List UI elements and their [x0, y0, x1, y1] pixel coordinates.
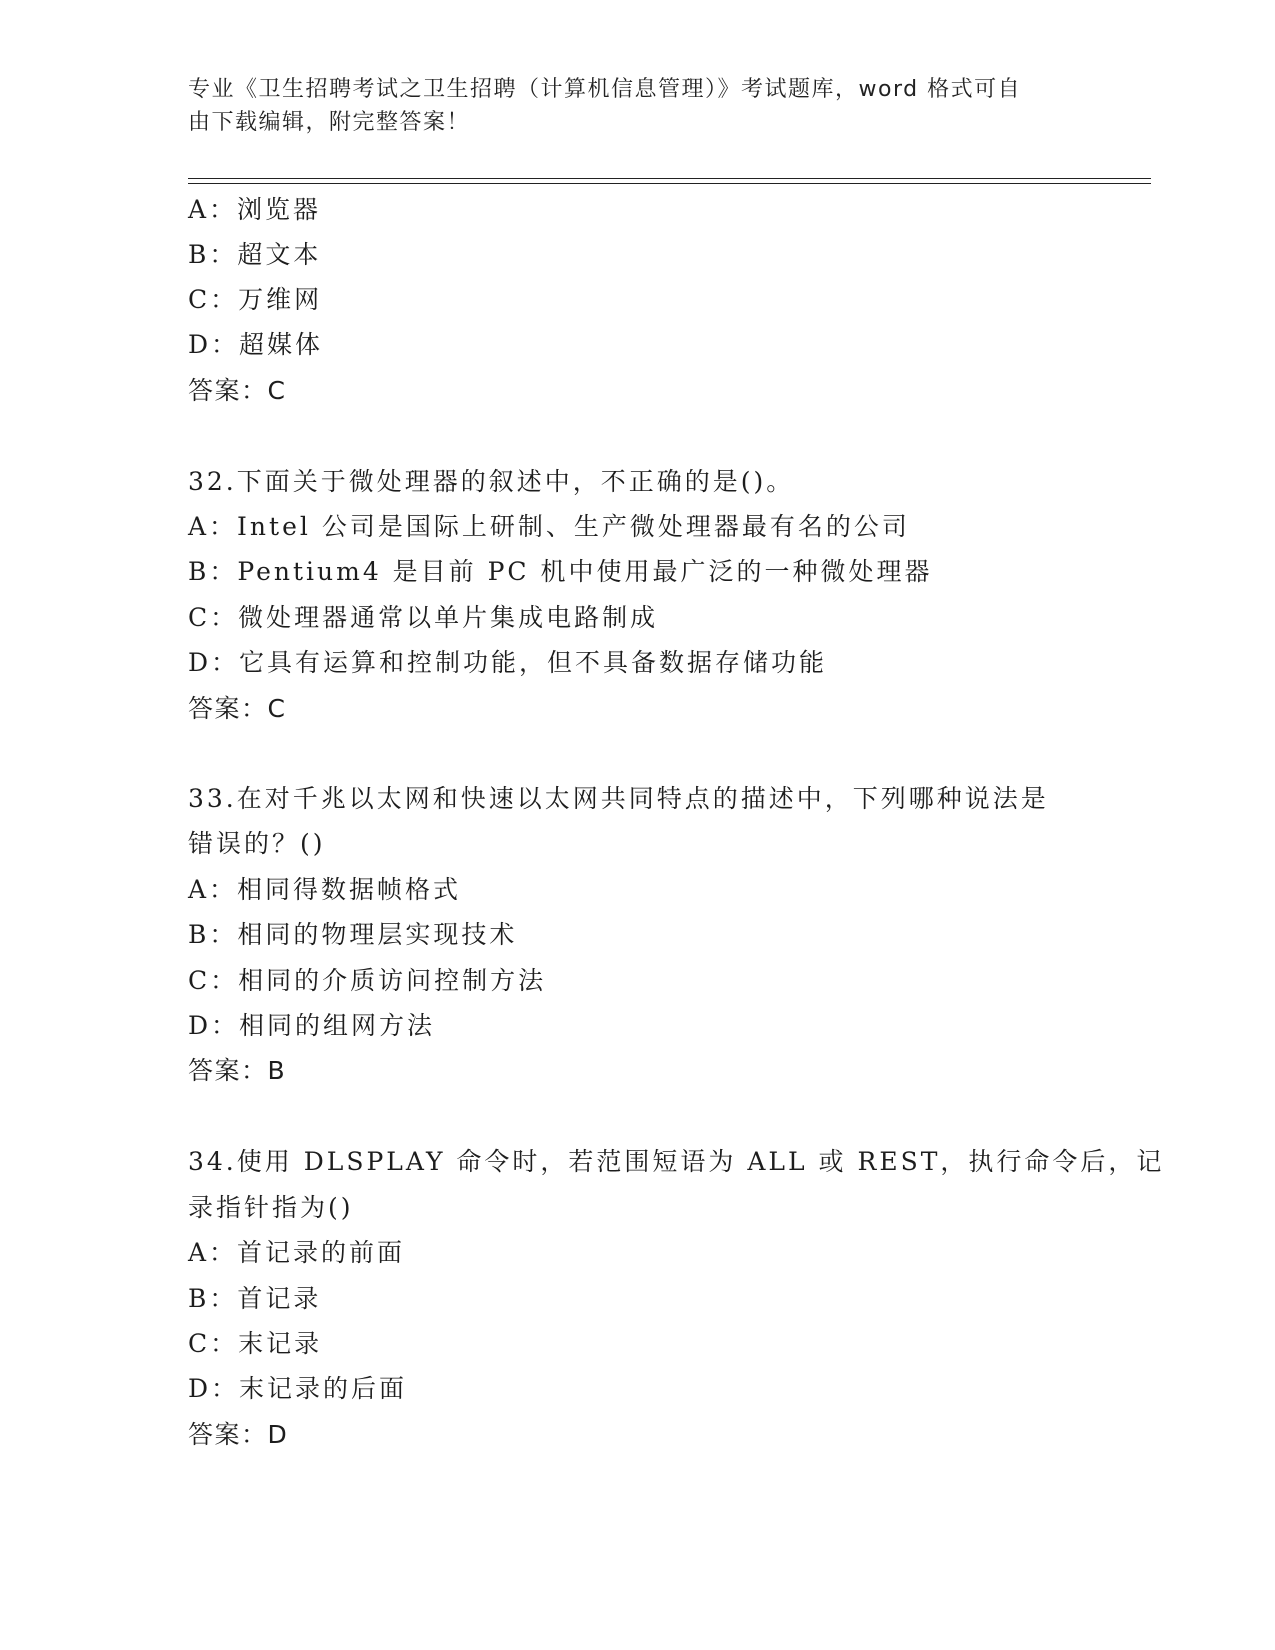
q31-option-a: A：浏览器: [188, 195, 322, 224]
header-divider-top: [188, 178, 1151, 179]
q33-option-d: D：相同的组网方法: [188, 1011, 436, 1040]
q32-option-c: C：微处理器通常以单片集成电路制成: [188, 603, 659, 632]
q31-option-d: D：超媒体: [188, 330, 324, 359]
q33-option-a: A：相同得数据帧格式: [188, 875, 462, 904]
header-divider-bottom: [188, 183, 1151, 184]
q31-answer: 答案：C: [188, 376, 287, 405]
q34-option-a: A：首记录的前面: [188, 1238, 406, 1267]
q32-option-a: A：Intel 公司是国际上研制、生产微处理器最有名的公司: [188, 512, 910, 541]
header-line-2: 由下载编辑，附完整答案！: [188, 110, 471, 135]
q34-option-b: B：首记录: [188, 1284, 322, 1313]
q34-answer: 答案：D: [188, 1420, 289, 1449]
q32-stem: 32.下面关于微处理器的叙述中，不正确的是()。: [188, 467, 795, 496]
q32-option-b: B：Pentium4 是目前 PC 机中使用最广泛的一种微处理器: [188, 557, 933, 586]
q33-answer: 答案：B: [188, 1056, 287, 1085]
q33-stem-line-1: 33.在对千兆以太网和快速以太网共同特点的描述中，下列哪种说法是: [188, 784, 1049, 813]
q32-option-d: D：它具有运算和控制功能，但不具备数据存储功能: [188, 648, 828, 677]
q33-stem-line-2: 错误的？(): [188, 829, 326, 858]
q34-stem-line-2: 录指针指为(): [188, 1193, 354, 1222]
q33-option-c: C：相同的介质访问控制方法: [188, 966, 547, 995]
q34-stem-line-1: 34.使用 DLSPLAY 命令时，若范围短语为 ALL 或 REST，执行命令后，记: [188, 1147, 1165, 1176]
q31-option-b: B：超文本: [188, 240, 322, 269]
q33-option-b: B：相同的物理层实现技术: [188, 920, 518, 949]
q34-option-c: C：末记录: [188, 1329, 323, 1358]
header-line-1: 专业《卫生招聘考试之卫生招聘（计算机信息管理）》考试题库，word 格式可自: [188, 77, 1022, 102]
q34-option-d: D：末记录的后面: [188, 1374, 408, 1403]
q31-option-c: C：万维网: [188, 285, 323, 314]
q32-answer: 答案：C: [188, 694, 287, 723]
document-header: [188, 73, 1088, 139]
